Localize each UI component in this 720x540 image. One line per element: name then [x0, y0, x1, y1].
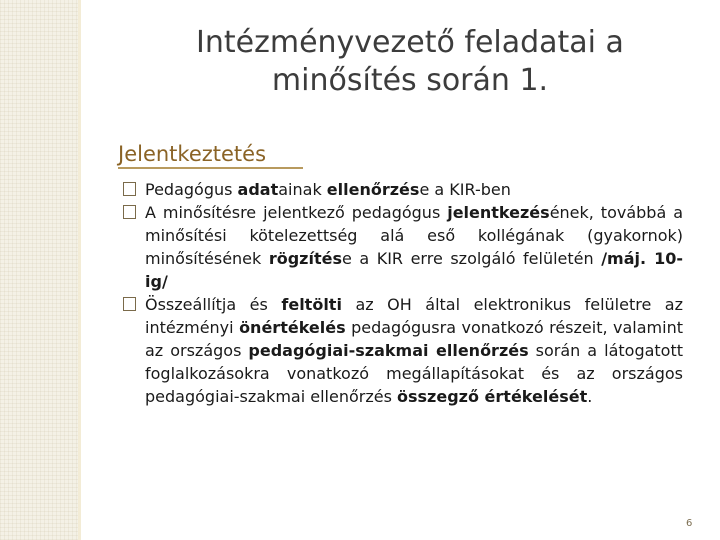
bullet-text: A minősítésre jelentkező pedagógus: [145, 203, 448, 222]
title-line-1: Intézményvezető feladatai a: [196, 25, 624, 60]
bullet-text: Pedagógus: [145, 180, 238, 199]
bullet-bold-text: /máj. 10-ig/: [145, 249, 683, 291]
bullet-text: az OH által elektronikus felületre az intézményi: [145, 295, 683, 337]
bullet-text: .: [587, 387, 593, 406]
checkbox-bullet-icon: [123, 205, 136, 219]
bullet-bold-text: jelentkezés: [447, 203, 550, 222]
section-heading-underline: [118, 167, 303, 169]
bullet-list: [145, 178, 683, 408]
bullet-text: ainak: [278, 180, 327, 199]
bullet-item-2: [145, 201, 683, 293]
checkbox-bullet-icon: [123, 182, 136, 196]
bullet-text: Összeállítja és: [145, 295, 282, 314]
title-line-2: minősítés során 1.: [271, 63, 549, 98]
bullet-bold-text: adat: [237, 180, 279, 199]
section-heading: Jelentkeztetés: [118, 142, 267, 166]
bullet-item-3: [145, 293, 683, 408]
bullet-bold-text: önértékelés: [239, 318, 346, 337]
bullet-bold-text: pedagógiai-szakmai ellenőrzés: [248, 341, 529, 360]
bullet-text: e a KIR-ben: [419, 180, 511, 199]
bullet-bold-text: ellenőrzés: [326, 180, 420, 199]
bullet-bold-text: rögzítés: [268, 249, 342, 268]
slide-title: [150, 24, 670, 100]
checkbox-bullet-icon: [123, 297, 136, 311]
band-edge-line: [78, 0, 81, 540]
bullet-text: ének, továbbá a minősítési kötelezettség alá eső kollégának (gyakornok) minősítésének: [145, 203, 683, 268]
bullet-item-1: [145, 178, 683, 201]
left-decorative-band: [0, 0, 78, 540]
bullet-bold-text: feltölti: [281, 295, 342, 314]
bullet-bold-text: összegző értékelését: [397, 387, 588, 406]
page-number: 6: [686, 518, 693, 529]
bullet-text: pedagógusra vonatkozó részeit, valamint az országos: [145, 318, 683, 360]
bullet-text: e a KIR erre szolgáló felületén: [341, 249, 602, 268]
bullet-text: során a látogatott foglalkozásokra vonatkozó megállapításokat és az országos pedagógiai-szakmai ellenőrzés: [145, 341, 684, 406]
